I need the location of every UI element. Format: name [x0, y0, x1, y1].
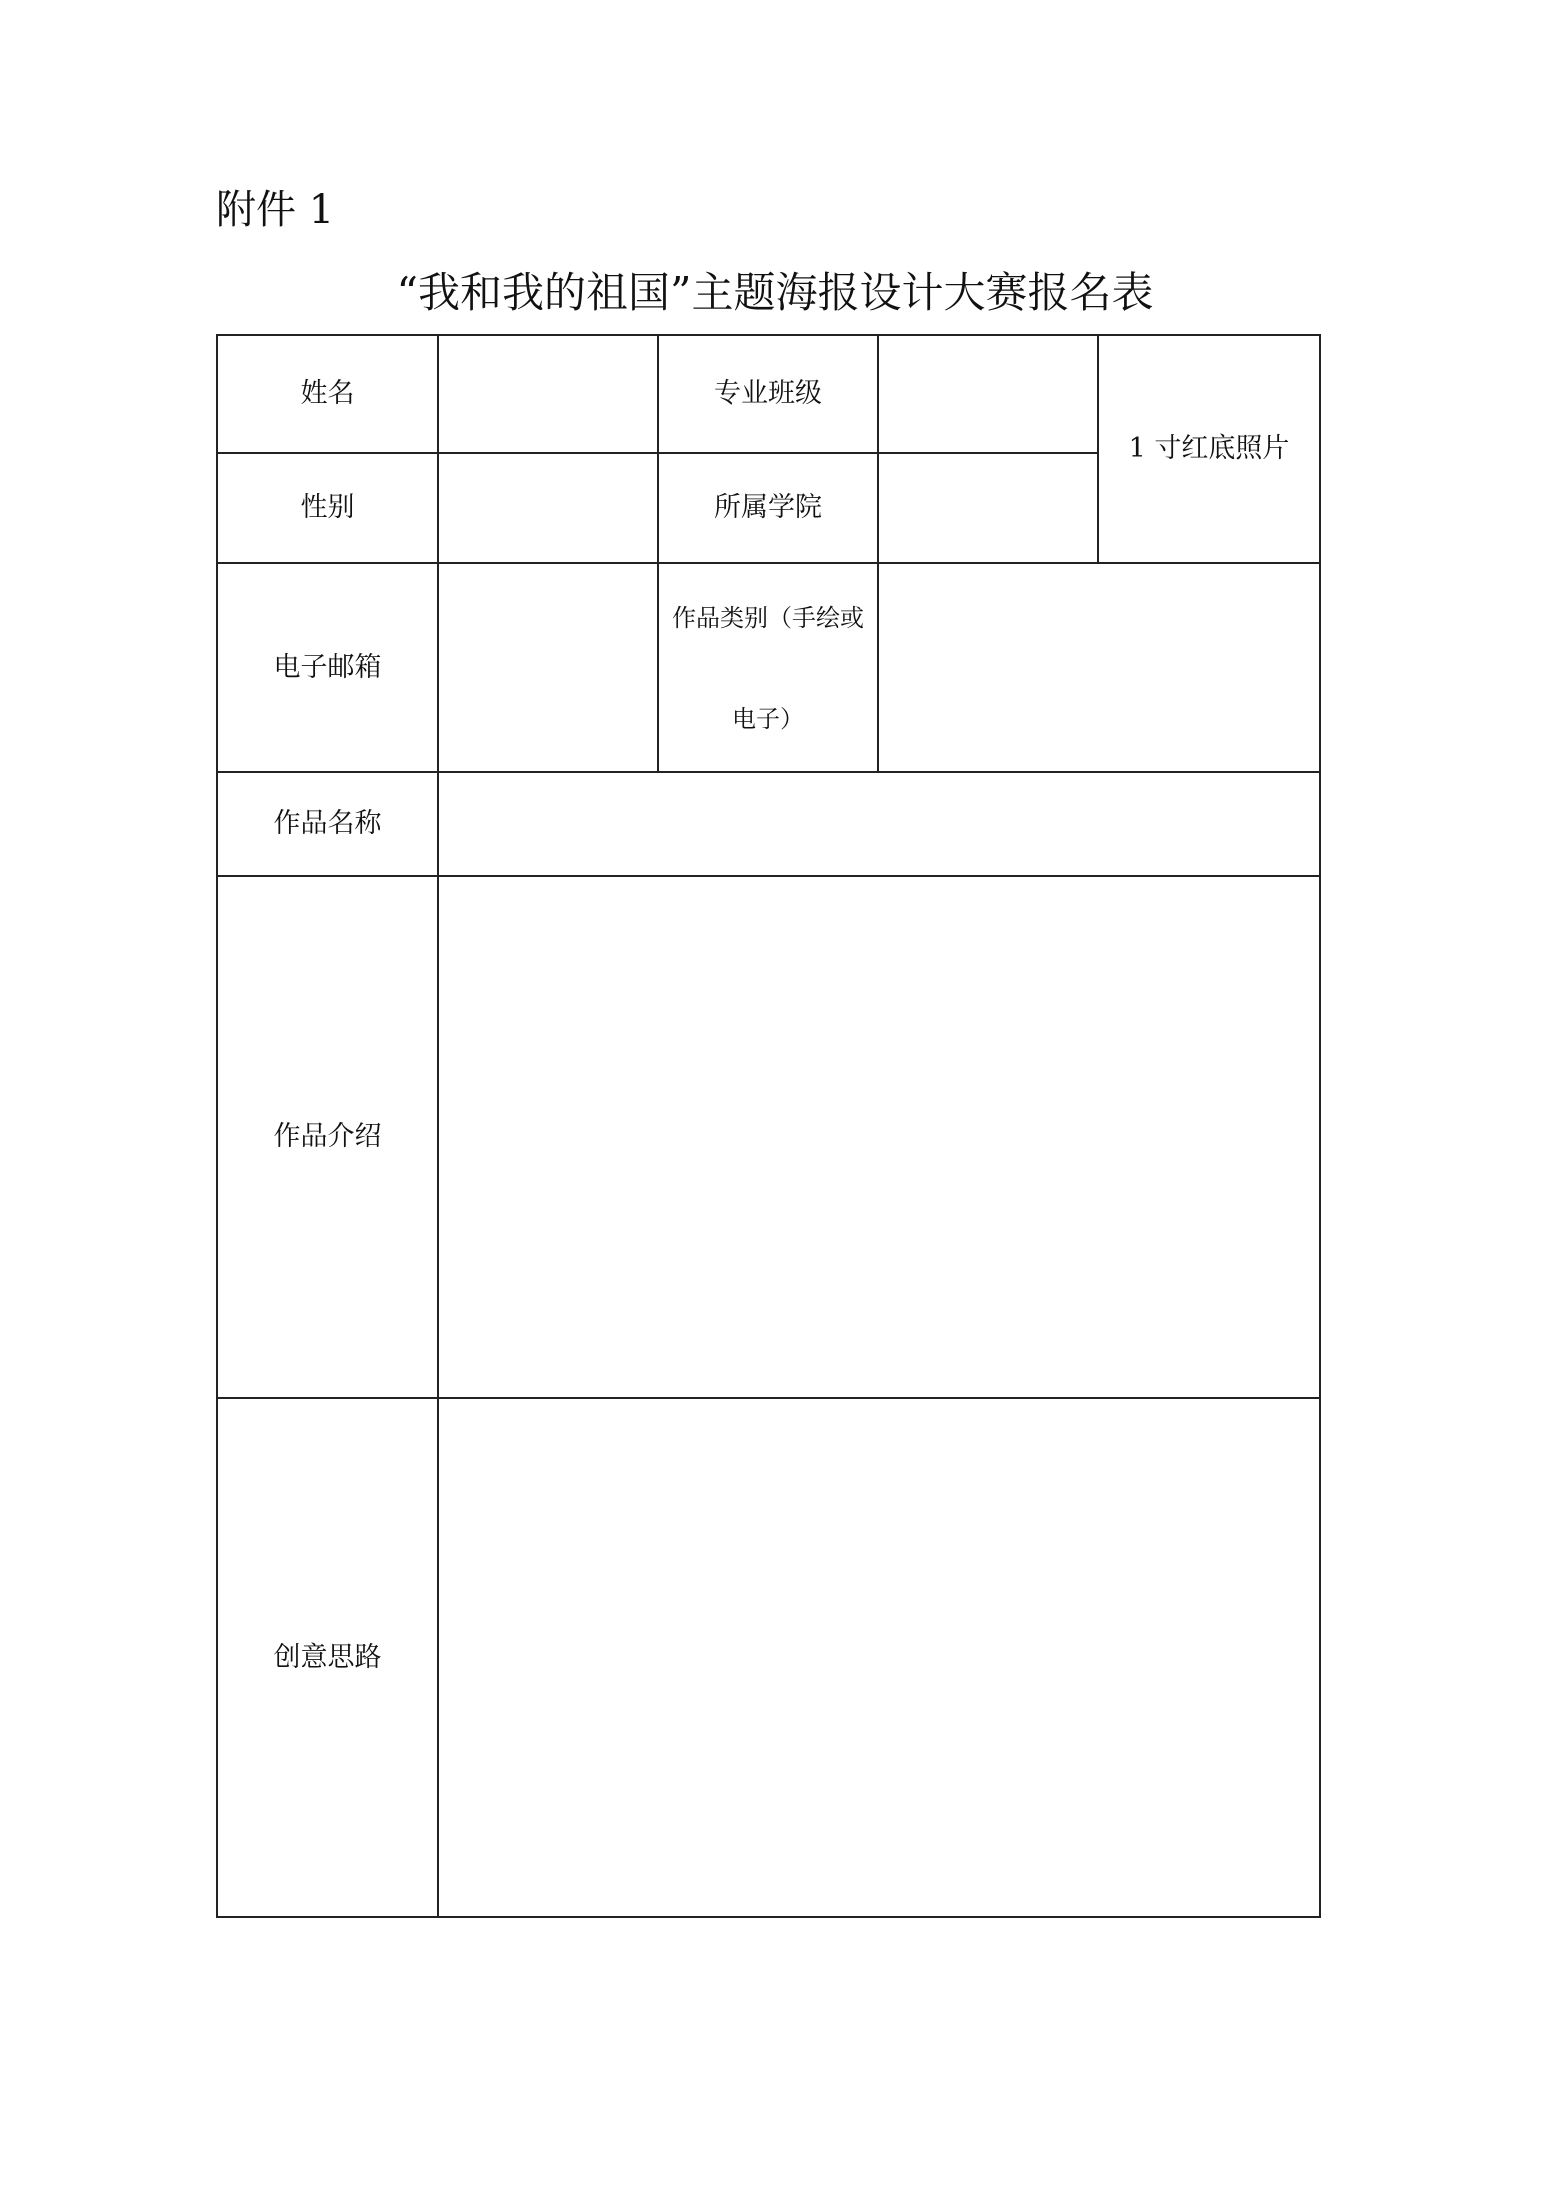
- name-field[interactable]: [439, 336, 657, 452]
- work-category-label-line1: 作品类别（手绘或: [672, 604, 864, 632]
- creative-idea-label: 创意思路: [273, 1641, 382, 1673]
- work-title-label: 作品名称: [273, 808, 382, 839]
- work-intro-field[interactable]: [439, 877, 1319, 1397]
- major-class-field[interactable]: [879, 336, 1097, 452]
- gender-label: 性别: [300, 492, 355, 523]
- name-label: 姓名: [300, 378, 355, 409]
- college-field[interactable]: [879, 454, 1097, 562]
- email-label: 电子邮箱: [273, 651, 382, 683]
- college-label: 所属学院: [714, 492, 822, 523]
- registration-form-table: [216, 334, 1321, 1918]
- attachment-label: 附件 1: [216, 187, 335, 233]
- major-class-label: 专业班级: [714, 378, 822, 409]
- work-title-field[interactable]: [439, 773, 1319, 875]
- work-category-field[interactable]: [879, 564, 1319, 771]
- form-title: “我和我的祖国”主题海报设计大赛报名表: [396, 268, 1154, 317]
- photo-placeholder[interactable]: 1 寸红底照片: [1128, 433, 1290, 464]
- gender-field[interactable]: [439, 454, 657, 562]
- email-field[interactable]: [439, 564, 657, 771]
- work-category-label-line2: 电子）: [732, 705, 804, 733]
- work-intro-label: 作品介绍: [273, 1121, 382, 1152]
- creative-idea-field[interactable]: [439, 1399, 1319, 1916]
- work-category-label: [659, 564, 877, 771]
